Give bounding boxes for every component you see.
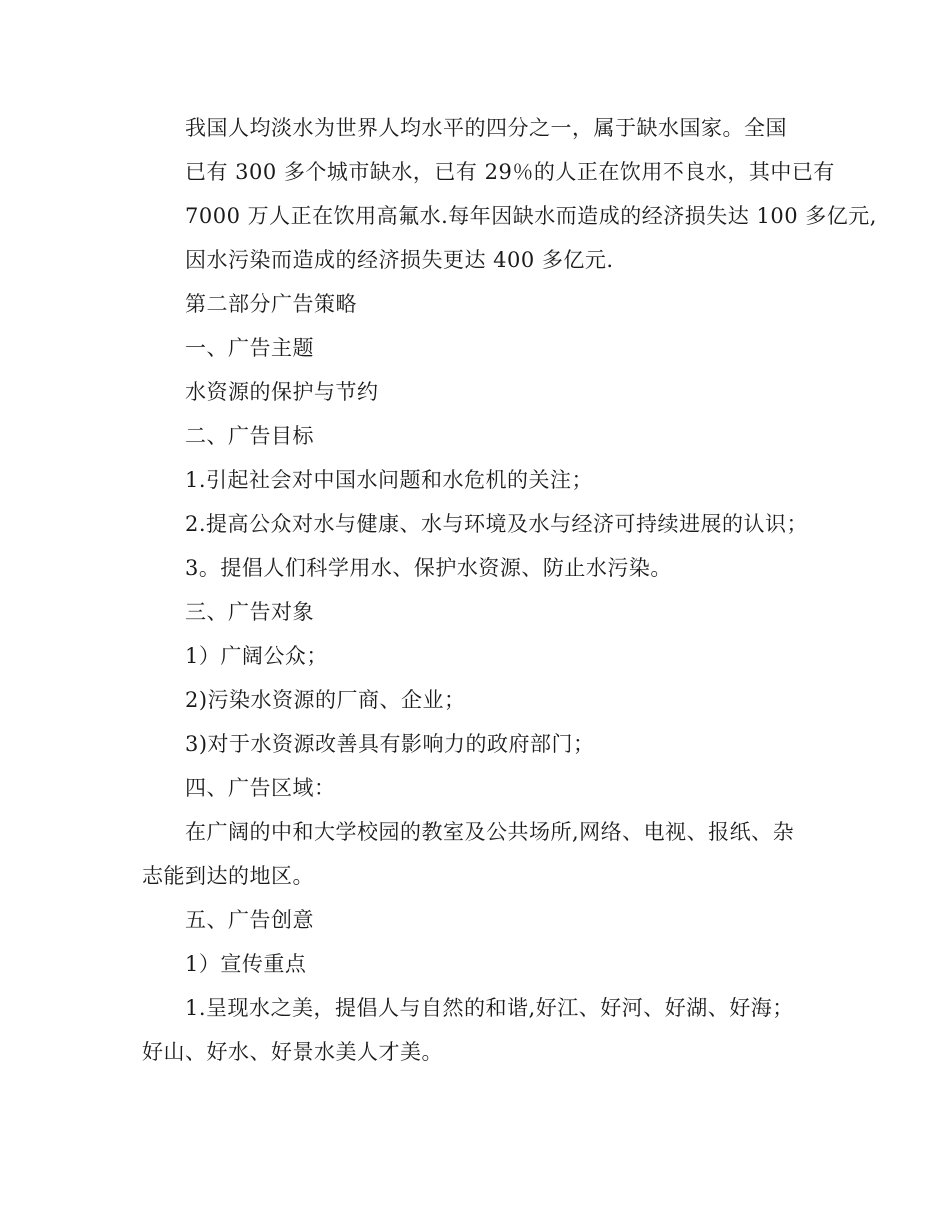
paragraph-line: 在广阔的中和大学校园的教室及公共场所,网络、电视、报纸、杂 [185,820,795,844]
list-item-text: 3。提倡人们科学用水、保护水资源、防止水污染。 [185,556,672,580]
paragraph-line: 我国人均淡水为世界人均水平的四分之一，属于缺水国家。全国 [185,116,787,140]
paragraph-line: 已有 300 多个城市缺水，已有 29％的人正在饮用不良水，其中已有 [185,160,835,184]
subheading-ad-goals [142,414,832,458]
paragraph-region-text [142,810,832,898]
paragraph-theme-text [142,370,832,414]
heading-text: 三、广告对象 [185,600,314,624]
paragraph-line: 7000 万人正在饮用高氟水.每年因缺水而造成的经济损失达 100 多亿元, [185,204,877,228]
heading-text: 一、广告主题 [185,336,314,360]
paragraph-line: 因水污染而造成的经济损失更达 400 多亿元. [185,248,614,272]
paragraph-water-beauty [142,986,832,1074]
section-heading-part-two [142,282,832,326]
paragraph-line: 好山、好水、好景水美人才美。 [142,1040,443,1064]
heading-text: 二、广告目标 [185,424,314,448]
heading-text: 五、广告创意 [185,908,314,932]
paragraph-line: 水资源的保护与节约 [185,380,379,404]
subheading-promo-focus [142,942,832,986]
subheading-ad-creative [142,898,832,942]
document-body [142,106,877,1074]
paragraph-line: 志能到达的地区。 [142,864,314,888]
list-item-audience-1 [142,634,832,678]
heading-text: 1）宣传重点 [185,952,307,976]
paragraph-water-shortage [142,106,877,282]
list-item-goal-3 [142,546,832,590]
list-item-text: 2.提高公众对水与健康、水与环境及水与经济可持续进展的认识； [185,512,809,536]
subheading-ad-audience [142,590,832,634]
heading-text: 第二部分广告策略 [185,292,357,316]
list-item-goal-1 [142,458,832,502]
list-item-audience-3 [142,722,832,766]
subheading-ad-region [142,766,832,810]
list-item-goal-2 [142,502,832,546]
list-item-text: 3)对于水资源改善具有影响力的政府部门； [185,732,595,756]
list-item-text: 1.引起社会对中国水问题和水危机的关注； [185,468,594,492]
subheading-ad-theme [142,326,832,370]
list-item-audience-2 [142,678,832,722]
list-item-text: 2)污染水资源的厂商、企业； [185,688,466,712]
heading-text: 四、广告区域： [185,776,336,800]
list-item-text: 1）广阔公众； [185,644,328,668]
paragraph-line: 1.呈现水之美，提倡人与自然的和谐,好江、好河、好湖、好海； [185,996,794,1020]
